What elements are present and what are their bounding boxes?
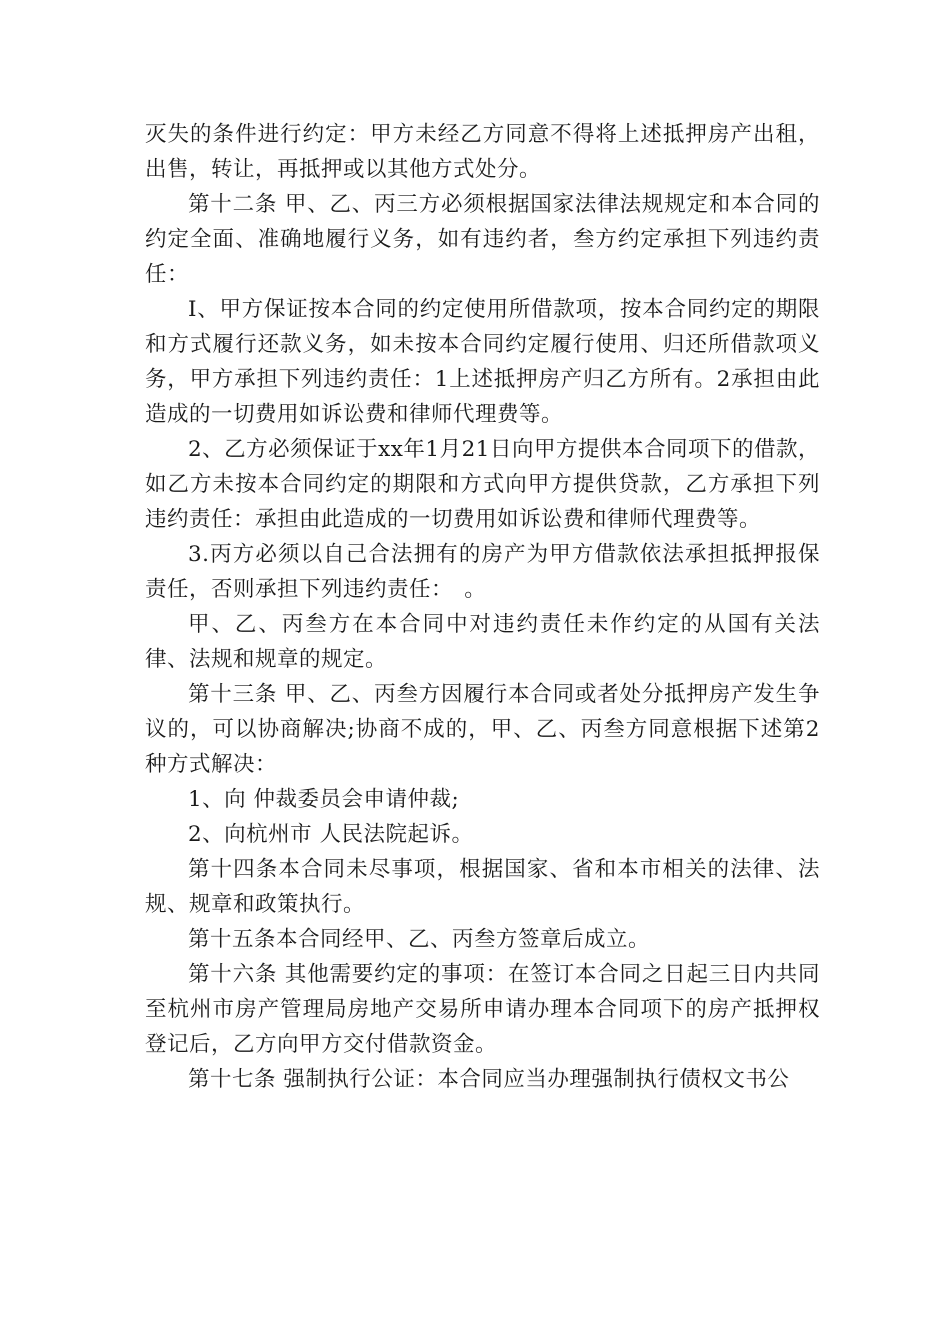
paragraph-article-12: 第十二条 甲、乙、丙三方必须根据国家法律法规规定和本合同的约定全面、准确地履行义务，如有违约者，叁方约定承担下列违约责任： (145, 192, 820, 287)
paragraph-clause-3: 3.丙方必须以自己合法拥有的房产为甲方借款依法承担抵押报保责任，否则承担下列违约责任： 。 (145, 542, 820, 602)
paragraph-continuation: 灭失的条件进行约定：甲方未经乙方同意不得将上述抵押房产出租，出售，转让，再抵押或以其他方式处分。 (145, 122, 820, 182)
paragraph-clause-2: 2、乙方必须保证于xx年1月21日向甲方提供本合同项下的借款，如乙方未按本合同约定的期限和方式向甲方提供贷款，乙方承担下列违约责任：承担由此造成的一切费用如诉讼费和律师代理费等。 (145, 437, 820, 532)
paragraph-clause-1: I、甲方保证按本合同的约定使用所借款项，按本合同约定的期限和方式履行还款义务，如未按本合同约定履行使用、归还所借款项义务，甲方承担下列违约责任：1上述抵押房产归乙方所有。2承担由此造成的一切费用如诉讼费和律师代理费等。 (145, 297, 820, 427)
paragraph-option-1: 1、向 仲裁委员会申请仲裁; (188, 787, 460, 812)
paragraph-article-14: 第十四条本合同未尽事项，根据国家、省和本市相关的法律、法规、规章和政策执行。 (145, 857, 820, 917)
paragraph-article-15: 第十五条本合同经甲、乙、丙叁方签章后成立。 (188, 927, 651, 952)
paragraph-article-16: 第十六条 其他需要约定的事项：在签订本合同之日起三日内共同至杭州市房产管理局房地产交易所申请办理本合同项下的房产抵押权登记后，乙方向甲方交付借款资金。 (145, 962, 820, 1057)
document-body (145, 117, 820, 1097)
paragraph-article-17: 第十七条 强制执行公证：本合同应当办理强制执行债权文书公 (188, 1067, 790, 1092)
paragraph-option-2: 2、向杭州市 人民法院起诉。 (188, 822, 474, 847)
paragraph-unspecified-liability: 甲、乙、丙叁方在本合同中对违约责任未作约定的从国有关法律、法规和规章的规定。 (145, 612, 820, 672)
paragraph-article-13: 第十三条 甲、乙、丙叁方因履行本合同或者处分抵押房产发生争议的，可以协商解决;协商不成的，甲、乙、丙叁方同意根据下述第2种方式解决： (145, 682, 820, 777)
